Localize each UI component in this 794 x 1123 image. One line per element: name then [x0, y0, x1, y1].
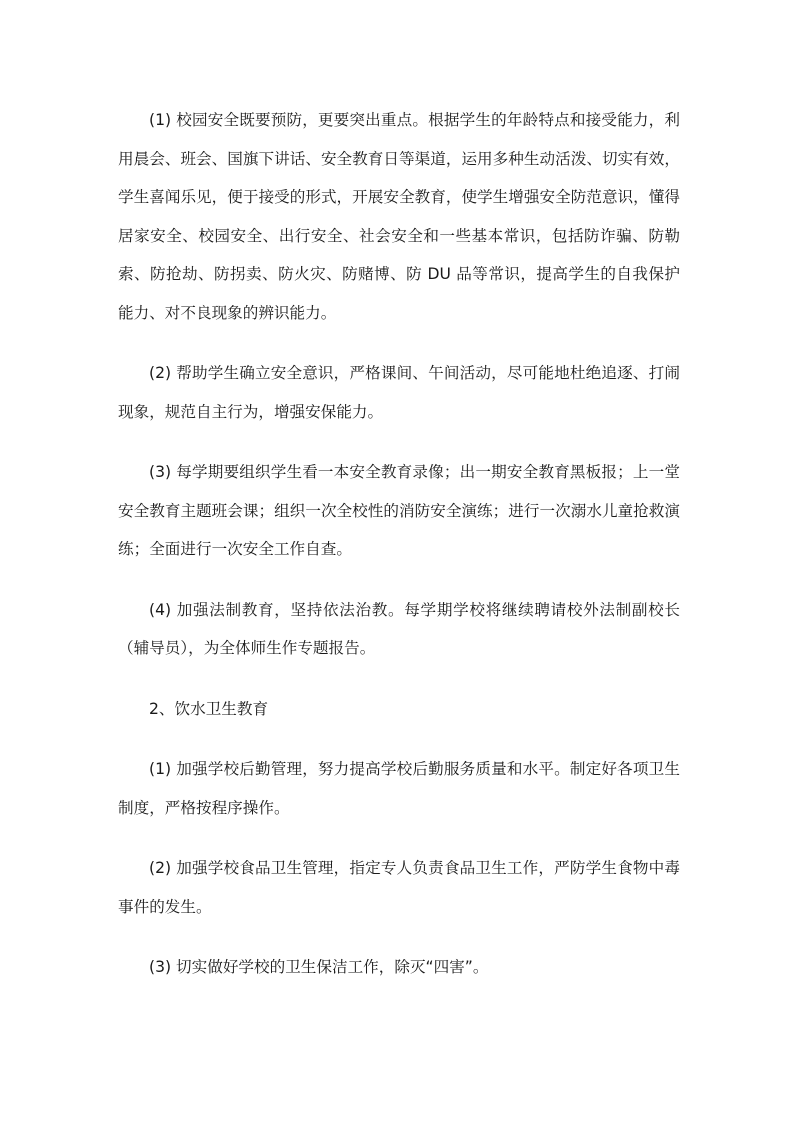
section-heading-drinking-hygiene: 2、饮水卫生教育	[149, 699, 269, 718]
paragraph-logistics-management: (1) 加强学校后勤管理，努力提高学校后勤服务质量和水平。制定好各项卫生制度，严格按程序操作。	[118, 760, 680, 817]
paragraph-safety-priority: (1) 校园安全既要预防，更要突出重点。根据学生的年龄特点和接受能力，利用晨会、班会、国旗下讲话、安全教育日等渠道，运用多种生动活泼、切实有效，学生喜闻乐见，便于接受的形式，开展安全教育，使学生增强安全防范意识，懂得居家安全、校园安全、出行安全、社会安全和一些基本常识，包括防诈骗、防勒索、防抢劫、防拐卖、防火灾、防赌博、防 DU 品等常识，提高学生的自我保护能力、对不良现象的辨识能力。	[118, 111, 680, 322]
document-body	[118, 101, 680, 1009]
paragraph-safety-awareness: (2) 帮助学生确立安全意识，严格课间、午间活动，尽可能地杜绝追逐、打闹现象，规范自主行为，增强安保能力。	[118, 364, 680, 421]
paragraph-legal-education: (4) 加强法制教育，坚持依法治教。每学期学校将继续聘请校外法制副校长（辅导员），为全体师生作专题报告。	[118, 600, 680, 657]
paragraph-safety-activities: (3) 每学期要组织学生看一本安全教育录像；出一期安全教育黑板报；上一堂安全教育主题班会课；组织一次全校性的消防安全演练；进行一次溺水儿童抢救演练；全面进行一次安全工作自查。	[118, 463, 680, 558]
paragraph-food-hygiene: (2) 加强学校食品卫生管理，指定专人负责食品卫生工作，严防学生食物中毒事件的发生。	[118, 859, 680, 916]
paragraph-cleaning: (3) 切实做好学校的卫生保洁工作，除灭“四害”。	[149, 958, 489, 976]
